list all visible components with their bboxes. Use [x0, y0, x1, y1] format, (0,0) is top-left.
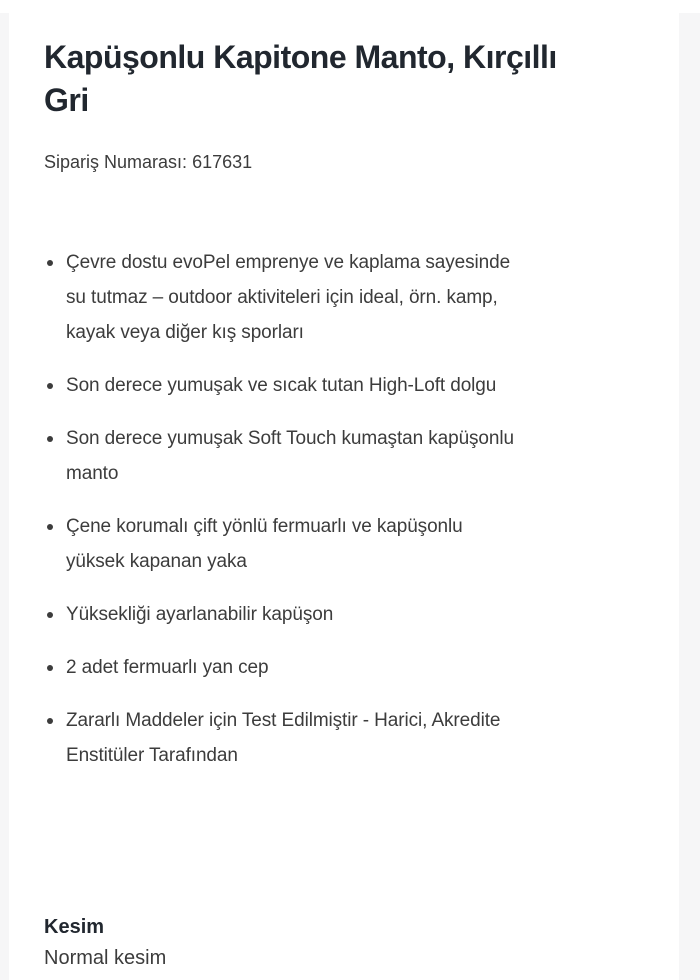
- feature-line: Çene korumalı çift yönlü fermuarlı ve kapüşonlu: [66, 516, 463, 537]
- product-title-line: Gri: [44, 82, 89, 118]
- feature-item: [44, 703, 644, 773]
- page-gutter-right: [679, 13, 700, 980]
- feature-item: [44, 597, 644, 632]
- bullet-dot-icon: [47, 524, 53, 530]
- feature-item: [44, 368, 644, 403]
- product-description-panel: [44, 0, 644, 974]
- details-heading: Kesim: [44, 916, 105, 938]
- feature-text: [66, 650, 269, 685]
- feature-line: Son derece yumuşak Soft Touch kumaştan kapüşonlu: [66, 428, 514, 449]
- product-title-line: Kapüşonlu Kapitone Manto, Kırçıllı: [44, 39, 557, 75]
- feature-line: Enstitüler Tarafından: [66, 745, 238, 766]
- feature-item: [44, 421, 644, 491]
- details-value: Normal kesim: [44, 947, 167, 969]
- bullet-dot-icon: [47, 718, 53, 724]
- feature-line: manto: [66, 463, 119, 484]
- feature-line: yüksek kapanan yaka: [66, 551, 247, 572]
- feature-text: [66, 509, 463, 579]
- feature-line: Son derece yumuşak ve sıcak tutan High-Loft dolgu: [66, 375, 497, 396]
- feature-item: [44, 245, 644, 350]
- feature-line: Çevre dostu evoPel emprenye ve kaplama sayesinde: [66, 252, 511, 273]
- feature-text: [66, 368, 496, 403]
- product-title: [44, 36, 644, 122]
- page-gutter-left: [0, 13, 9, 980]
- bullet-dot-icon: [47, 436, 53, 442]
- feature-text: [66, 597, 333, 632]
- feature-text: [66, 245, 510, 350]
- bullet-dot-icon: [47, 612, 53, 618]
- bullet-dot-icon: [47, 260, 53, 266]
- bullet-dot-icon: [47, 665, 53, 671]
- feature-text: [66, 421, 514, 491]
- feature-line: kayak veya diğer kış sporları: [66, 322, 304, 343]
- order-number: [44, 149, 644, 175]
- bullet-dot-icon: [47, 383, 53, 389]
- feature-text: [66, 703, 500, 773]
- feature-line: Yüksekliği ayarlanabilir kapüşon: [66, 604, 334, 625]
- order-number-value: 617631: [192, 152, 253, 172]
- feature-line: Zararlı Maddeler için Test Edilmiştir - Harici, Akredite: [66, 710, 501, 731]
- feature-item: [44, 650, 644, 685]
- feature-line: 2 adet fermuarlı yan cep: [66, 657, 269, 678]
- feature-line: su tutmaz – outdoor aktiviteleri için ideal, örn. kamp,: [66, 287, 498, 308]
- details-section-kesim: [44, 913, 644, 974]
- feature-list: [44, 245, 644, 773]
- feature-item: [44, 509, 644, 579]
- order-number-label: Sipariş Numarası:: [44, 152, 188, 172]
